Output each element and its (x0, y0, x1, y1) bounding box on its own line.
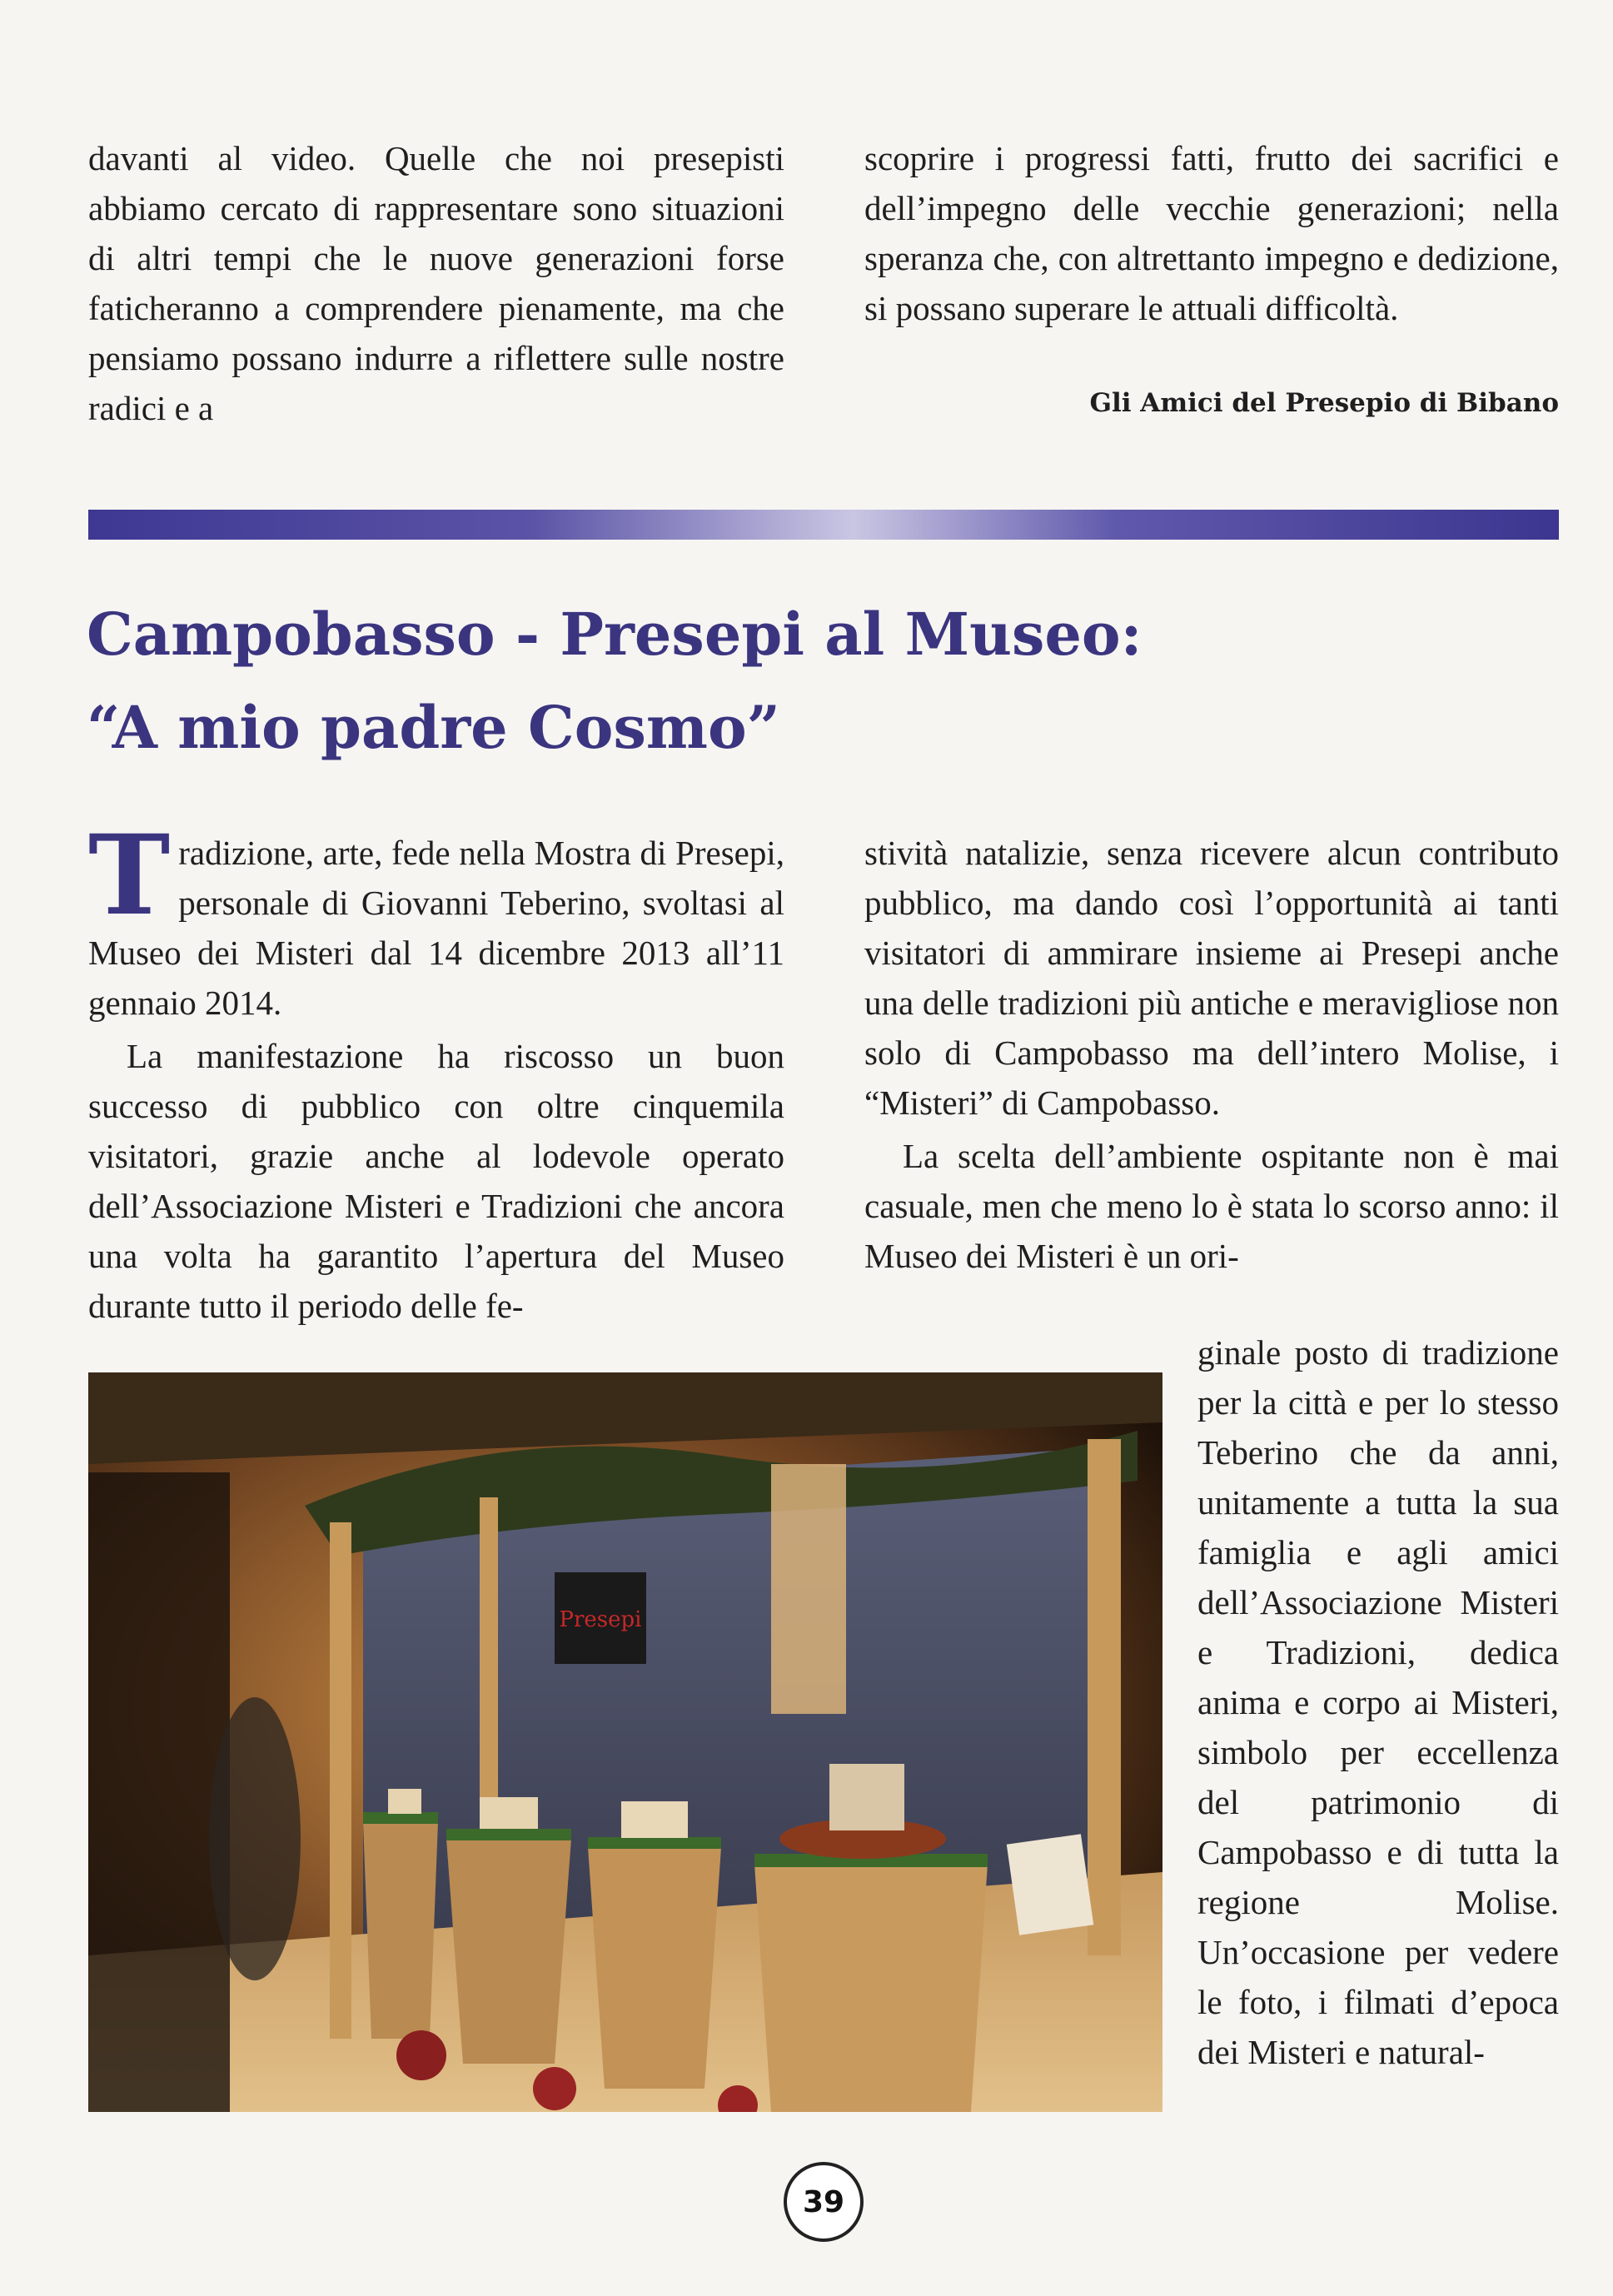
article-paragraph-1 (88, 811, 784, 1028)
article-paragraph-2: La manifestazione ha riscosso un buon successo di pubblico con oltre cinquemila visitatori, grazie anche al lodevole operato dell’Associazione Misteri e Tradizioni che ancora una volta ha garantito l’apertura del Museo durante tutto il periodo delle fe- (88, 1037, 784, 1325)
photo-sign-text: Presepi (559, 1607, 642, 1632)
article-headline (87, 588, 1419, 774)
article-right-column (864, 828, 1559, 1281)
drop-cap: T (88, 811, 171, 940)
section-divider (88, 510, 1559, 540)
page-number: 39 (802, 2184, 845, 2219)
top-right-paragraph: scoprire i progressi fatti, frutto dei sacrifici e dell’impegno delle vecchie generazioni; nella speranza che, con altrettanto impegno e dedizione, si possano superare le attuali difficoltà. (864, 139, 1559, 327)
headline-line-2: “A mio padre Cosmo” (87, 693, 780, 762)
article-paragraph-5: ginale posto di tradizione per la città e per lo stesso Teberino che da anni, unitamente a tutta la sua famiglia e agli amici dell’Associazione Misteri e Tradizioni, dedica anima e corpo ai Misteri, simbolo per eccellenza del patrimonio di Campobasso e di tutta la regione Molise. Un’occasione per vedere le foto, i filmati d’epoca dei Misteri e natural- (1197, 1333, 1559, 2071)
article-left-column (88, 811, 784, 1331)
top-left-paragraph: davanti al video. Quelle che noi presepisti abbiamo cercato di rappresentare sono situazioni di altri tempi che le nuove generazioni forse faticheranno a comprendere pienamente, ma che pensiamo possano indurre a riflettere sulle nostre radici e a (88, 139, 784, 427)
top-right-column (864, 133, 1559, 333)
article-paragraph-4: La scelta dell’ambiente ospitante non è mai casuale, men che meno lo è stata lo scorso anno: il Museo dei Misteri è un ori- (864, 1137, 1559, 1275)
top-left-column (88, 133, 784, 433)
page-number-badge (784, 2162, 864, 2242)
headline-line-1: Campobasso - Presepi al Museo: (87, 600, 1143, 669)
article-paragraph-3: stività natalizie, senza ricevere alcun contributo pubblico, ma dando così l’opportunità ai tanti visitatori di ammirare insieme ai Presepi anche una delle tradizioni più antiche e meravigliose non solo di Campobasso ma dell’intero Molise, i “Misteri” di Campobasso. (864, 834, 1559, 1122)
exhibition-photo (88, 1372, 1162, 2112)
signature: Gli Amici del Presepio di Bibano (1089, 388, 1559, 418)
article-paragraph-1-text: radizione, arte, fede nella Mostra di Presepi, personale di Giovanni Teberino, svoltasi al Museo dei Misteri dal 14 dicembre 2013 all’11 gennaio 2014. (88, 834, 784, 1022)
